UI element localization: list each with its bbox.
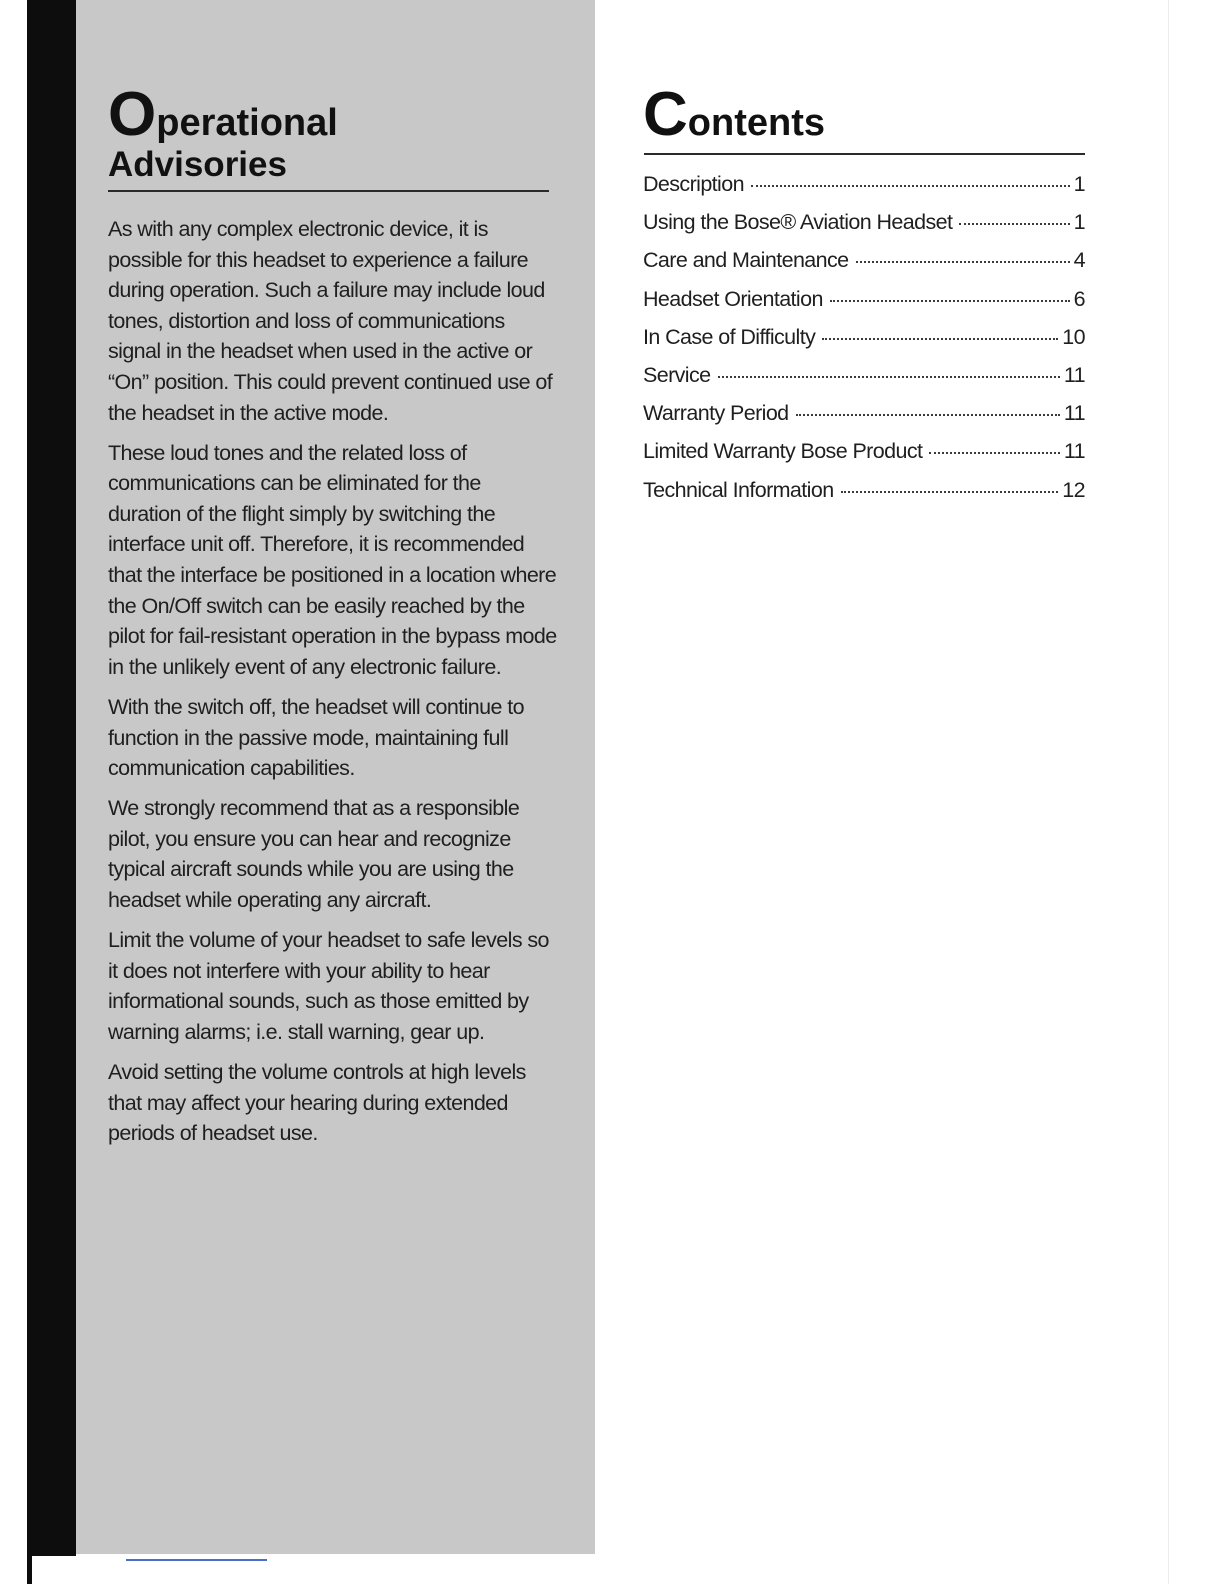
toc-entry-in-case-of-difficulty[interactable] bbox=[643, 325, 1085, 363]
toc-entry-title: Limited Warranty Bose Product bbox=[643, 439, 923, 464]
advisory-paragraph: These loud tones and the related loss of communications can be eliminated for the duration of the flight simply by switching the interface unit off. Therefore, it is recommended that the interface be positioned in a location where the On/Off switch can be easily reached by the pilot for fail-resistant operation in the bypass mode in the unlikely event of any electronic failure. bbox=[108, 440, 557, 679]
dot-leader bbox=[796, 414, 1060, 416]
toc-entry-page: 6 bbox=[1073, 286, 1085, 311]
toc-entry-title: Care and Maintenance bbox=[643, 248, 849, 273]
toc-entry-title: Headset Orientation bbox=[643, 286, 823, 311]
black-binding-tick bbox=[27, 1556, 32, 1584]
toc-entry-page: 1 bbox=[1073, 210, 1085, 235]
heading-initial-c: C bbox=[643, 80, 688, 149]
dot-leader bbox=[959, 223, 1069, 225]
dot-leader bbox=[751, 185, 1070, 187]
toc-entry-page: 1 bbox=[1073, 172, 1085, 196]
toc-entry-page: 12 bbox=[1062, 477, 1085, 502]
toc-entry-page: 11 bbox=[1063, 401, 1085, 426]
dot-leader bbox=[841, 491, 1059, 493]
advisories-body bbox=[108, 214, 558, 1158]
dot-leader bbox=[856, 261, 1070, 263]
table-of-contents bbox=[643, 172, 1085, 516]
toc-entry-title: In Case of Difficulty bbox=[643, 324, 816, 349]
toc-entry-page: 11 bbox=[1063, 362, 1085, 387]
toc-entry-title: Description bbox=[643, 172, 744, 196]
toc-entry-care-maintenance[interactable] bbox=[643, 248, 1085, 286]
toc-entry-limited-warranty[interactable] bbox=[643, 439, 1085, 477]
contents-heading bbox=[643, 80, 1085, 155]
toc-entry-page: 10 bbox=[1062, 324, 1085, 349]
toc-entry-headset-orientation[interactable] bbox=[643, 287, 1085, 325]
dot-leader bbox=[822, 338, 1058, 340]
toc-entry-warranty-period[interactable] bbox=[643, 401, 1085, 439]
black-binding-edge bbox=[27, 0, 76, 1556]
toc-entry-description[interactable] bbox=[643, 172, 1085, 210]
advisory-paragraph: We strongly recommend that as a responsible pilot, you ensure you can hear and recognize typical aircraft sounds while you are using the headset while operating any aircraft. bbox=[108, 796, 520, 912]
advisories-rule-divider bbox=[108, 190, 549, 192]
toc-entry-title: Service bbox=[643, 362, 711, 387]
advisory-paragraph: With the switch off, the headset will continue to function in the passive mode, maintaining full communication capabilities. bbox=[108, 694, 524, 781]
dot-leader bbox=[830, 300, 1070, 302]
heading-line2: Advisories bbox=[108, 145, 287, 184]
advisory-paragraph: Avoid setting the volume controls at high levels that may affect your hearing during extended periods of headset use. bbox=[108, 1059, 526, 1146]
toc-entry-page: 4 bbox=[1073, 248, 1085, 273]
toc-entry-technical-information[interactable] bbox=[643, 478, 1085, 516]
dot-leader bbox=[929, 452, 1060, 454]
toc-entry-title: Warranty Period bbox=[643, 401, 789, 426]
contents-heading-rest: ontents bbox=[687, 102, 825, 144]
toc-entry-title: Technical Information bbox=[643, 477, 834, 502]
operational-advisories-heading bbox=[108, 80, 548, 184]
page-edge-shadow bbox=[1168, 0, 1169, 1584]
dot-leader bbox=[718, 376, 1060, 378]
toc-entry-service[interactable] bbox=[643, 363, 1085, 401]
contents-rule-divider bbox=[644, 153, 1085, 155]
advisory-paragraph: Limit the volume of your headset to safe levels so it does not interfere with your ability to hear informational sounds, such as those emitted by warning alarms; i.e. stall warning, gear up. bbox=[108, 928, 549, 1044]
scan-artifact-line bbox=[126, 1559, 267, 1561]
toc-entry-title: Using the Bose® Aviation Headset bbox=[643, 210, 953, 235]
heading-line1: perational bbox=[156, 102, 338, 144]
heading-initial-o: O bbox=[108, 80, 157, 149]
toc-entry-page: 11 bbox=[1063, 439, 1085, 464]
toc-entry-using-headset[interactable] bbox=[643, 210, 1085, 248]
advisory-paragraph: As with any complex electronic device, it is possible for this headset to experience a failure during operation. Such a failure may include loud tones, distortion and loss of communications signal in the headset when used in the active or “On” position. This could prevent continued use of the headset in the active mode. bbox=[108, 217, 553, 425]
